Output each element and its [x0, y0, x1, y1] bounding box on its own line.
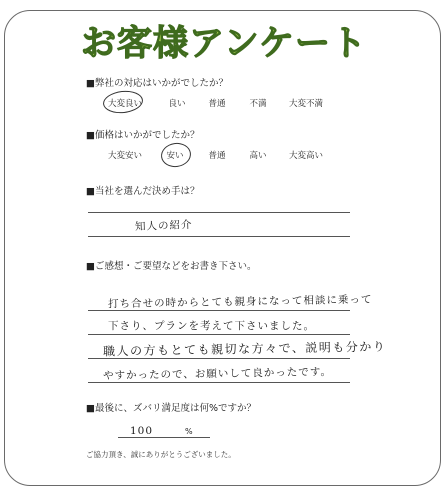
- option-price-5[interactable]: 大変高い: [288, 151, 324, 161]
- price-options: [0, 149, 448, 161]
- option-service-4[interactable]: 不満: [249, 99, 267, 109]
- question-satisfaction-label: ■最後に、ズバリ満足度は何%ですか？: [86, 403, 257, 414]
- comment-line-3: 職人の方もとても親切な方々で、説明も分かり: [102, 339, 387, 359]
- question-comments-label: ■ご感想・ご要望などをお書き下さい。: [86, 261, 257, 272]
- satisfaction-answer: 100: [130, 425, 154, 437]
- question-price-label: ■価格はいかがでしたか？: [86, 130, 200, 141]
- option-service-3[interactable]: 普通: [208, 99, 226, 109]
- percent-unit: %: [185, 427, 193, 436]
- option-price-1[interactable]: 大変安い: [107, 151, 143, 161]
- question-service-label: ■弊社の対応はいかがでしたか？: [86, 78, 228, 89]
- option-price-4[interactable]: 高い: [249, 151, 267, 161]
- option-service-2[interactable]: 良い: [168, 99, 186, 109]
- thank-you-note: ご協力頂き、誠にありがとうございました。: [86, 450, 236, 459]
- option-service-1[interactable]: 大変良い: [107, 99, 143, 109]
- satisfaction-line: [118, 437, 210, 438]
- answer-line: [88, 334, 350, 335]
- answer-line: [88, 382, 350, 383]
- service-options: [0, 97, 448, 109]
- reason-answer: 知人の紹介: [134, 218, 193, 233]
- survey-title: お客様アンケート: [81, 24, 367, 64]
- comment-line-2: 下さり、プランを考えて下さいました。: [108, 320, 315, 332]
- option-price-3[interactable]: 普通: [208, 151, 226, 161]
- option-price-2[interactable]: 安い: [166, 151, 184, 161]
- answer-line: [88, 212, 350, 213]
- question-reason-label: ■当社を選んだ決め手は？: [86, 186, 200, 197]
- comment-line-1: 打ち合せの時からとても親身になって相談に乗って: [107, 293, 373, 311]
- comment-line-4: やすかったので、お願いして良かったです。: [102, 366, 333, 382]
- answer-line: [88, 310, 350, 311]
- answer-line: [88, 358, 350, 359]
- option-service-5[interactable]: 大変不満: [288, 99, 324, 109]
- answer-line: [88, 236, 350, 237]
